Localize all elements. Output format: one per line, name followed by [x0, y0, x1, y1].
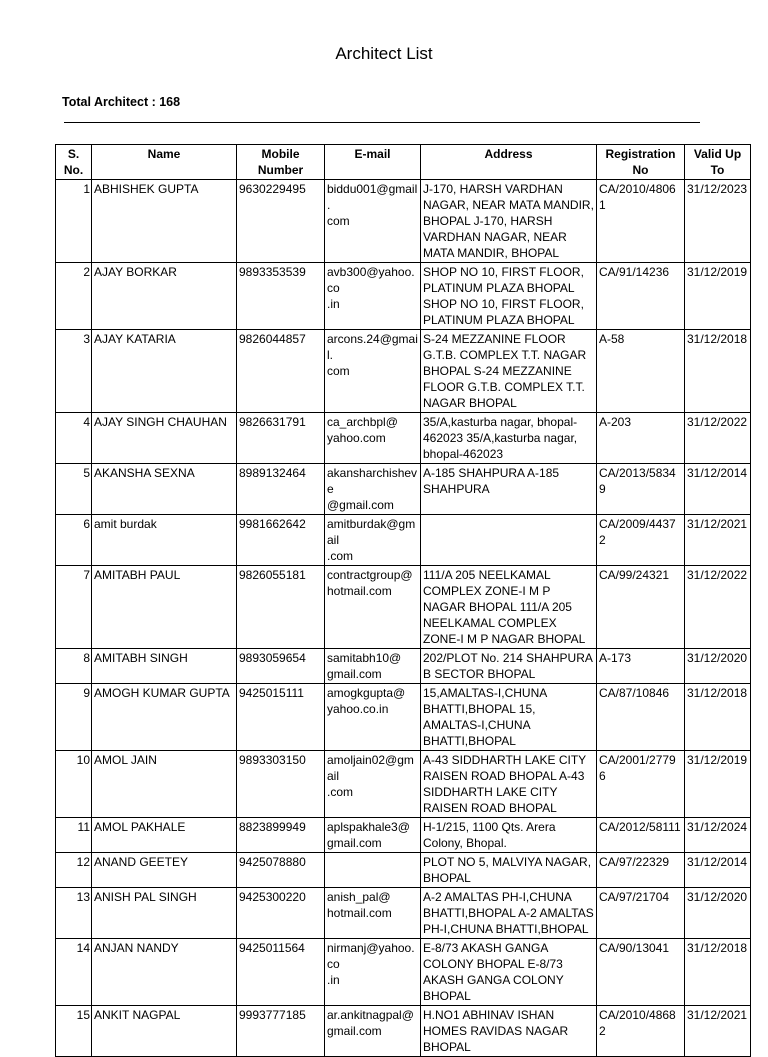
cell-address: J-170, HARSH VARDHAN NAGAR, NEAR MATA MANDIR, BHOPAL J-170, HARSH VARDHAN NAGAR, NEAR MATA MANDIR, BHOPAL — [421, 180, 597, 263]
cell-email: amoljain02@gmail .com — [325, 751, 421, 818]
cell-sno: 3 — [56, 330, 92, 413]
cell-name: AMITABH SINGH — [92, 649, 237, 684]
cell-name: ANKIT NAGPAL — [92, 1006, 237, 1057]
cell-email: ar.ankitnagpal@ gmail.com — [325, 1006, 421, 1057]
cell-sno: 11 — [56, 818, 92, 853]
cell-name: AKANSHA SEXNA — [92, 464, 237, 515]
cell-mobile: 9425300220 — [237, 888, 325, 939]
cell-mobile: 9425011564 — [237, 939, 325, 1006]
cell-registration-no: CA/2010/48061 — [597, 180, 685, 263]
cell-address — [421, 515, 597, 566]
cell-sno: 12 — [56, 853, 92, 888]
cell-valid-up-to: 31/12/2014 — [685, 853, 751, 888]
cell-registration-no: CA/87/10846 — [597, 684, 685, 751]
table-row — [56, 684, 751, 751]
cell-valid-up-to: 31/12/2018 — [685, 330, 751, 413]
cell-address: A-43 SIDDHARTH LAKE CITY RAISEN ROAD BHOPAL A-43 SIDDHARTH LAKE CITY RAISEN ROAD BHOPAL — [421, 751, 597, 818]
cell-registration-no: CA/2009/44372 — [597, 515, 685, 566]
cell-email: amitburdak@gmail .com — [325, 515, 421, 566]
cell-address: E-8/73 AKASH GANGA COLONY BHOPAL E-8/73 AKASH GANGA COLONY BHOPAL — [421, 939, 597, 1006]
column-header-registration: Registration No — [597, 145, 685, 180]
divider-line — [64, 122, 700, 123]
cell-mobile: 8989132464 — [237, 464, 325, 515]
cell-name: AJAY SINGH CHAUHAN — [92, 413, 237, 464]
table-row — [56, 751, 751, 818]
cell-email: akansharchisheve @gmail.com — [325, 464, 421, 515]
cell-mobile: 9893353539 — [237, 263, 325, 330]
table-row — [56, 330, 751, 413]
cell-mobile: 9826044857 — [237, 330, 325, 413]
table-header-row — [56, 145, 751, 180]
table-row — [56, 180, 751, 263]
cell-mobile: 9425078880 — [237, 853, 325, 888]
table-row — [56, 515, 751, 566]
cell-email: samitabh10@ gmail.com — [325, 649, 421, 684]
table-row — [56, 939, 751, 1006]
table-row — [56, 888, 751, 939]
table-row — [56, 853, 751, 888]
table-row — [56, 263, 751, 330]
cell-mobile: 9981662642 — [237, 515, 325, 566]
cell-sno: 13 — [56, 888, 92, 939]
cell-email — [325, 853, 421, 888]
cell-mobile: 9826055181 — [237, 566, 325, 649]
column-header-name: Name — [92, 145, 237, 180]
cell-mobile: 9826631791 — [237, 413, 325, 464]
cell-registration-no: A-203 — [597, 413, 685, 464]
cell-email: biddu001@gmail. com — [325, 180, 421, 263]
cell-address: 202/PLOT No. 214 SHAHPURA B SECTOR BHOPAL — [421, 649, 597, 684]
cell-mobile: 9993777185 — [237, 1006, 325, 1057]
column-header-sno: S. No. — [56, 145, 92, 180]
cell-mobile: 8823899949 — [237, 818, 325, 853]
table-row — [56, 818, 751, 853]
cell-email: ca_archbpl@ yahoo.com — [325, 413, 421, 464]
cell-sno: 15 — [56, 1006, 92, 1057]
table-row — [56, 413, 751, 464]
cell-name: amit burdak — [92, 515, 237, 566]
cell-registration-no: CA/2013/58349 — [597, 464, 685, 515]
cell-registration-no: CA/2001/27796 — [597, 751, 685, 818]
table-row — [56, 649, 751, 684]
table-row — [56, 1006, 751, 1057]
cell-address: A-2 AMALTAS PH-I,CHUNA BHATTI,BHOPAL A-2 AMALTAS PH-I,CHUNA BHATTI,BHOPAL — [421, 888, 597, 939]
cell-address: H-1/215, 1100 Qts. Arera Colony, Bhopal. — [421, 818, 597, 853]
cell-sno: 6 — [56, 515, 92, 566]
cell-sno: 2 — [56, 263, 92, 330]
cell-mobile: 9893059654 — [237, 649, 325, 684]
cell-name: ANJAN NANDY — [92, 939, 237, 1006]
cell-name: ABHISHEK GUPTA — [92, 180, 237, 263]
cell-valid-up-to: 31/12/2018 — [685, 939, 751, 1006]
cell-registration-no: CA/97/22329 — [597, 853, 685, 888]
cell-email: avb300@yahoo.co .in — [325, 263, 421, 330]
cell-name: AJAY BORKAR — [92, 263, 237, 330]
cell-name: AMOL JAIN — [92, 751, 237, 818]
cell-registration-no: CA/99/24321 — [597, 566, 685, 649]
cell-valid-up-to: 31/12/2018 — [685, 684, 751, 751]
cell-name: AJAY KATARIA — [92, 330, 237, 413]
cell-address: S-24 MEZZANINE FLOOR G.T.B. COMPLEX T.T. NAGAR BHOPAL S-24 MEZZANINE FLOOR G.T.B. COMPLEX T.T. NAGAR BHOPAL — [421, 330, 597, 413]
cell-valid-up-to: 31/12/2024 — [685, 818, 751, 853]
cell-email: arcons.24@gmail. com — [325, 330, 421, 413]
cell-valid-up-to: 31/12/2019 — [685, 263, 751, 330]
cell-registration-no: CA/91/14236 — [597, 263, 685, 330]
total-architect-count: Total Architect : 168 — [62, 95, 181, 109]
cell-mobile: 9893303150 — [237, 751, 325, 818]
cell-sno: 8 — [56, 649, 92, 684]
cell-address: 111/A 205 NEELKAMAL COMPLEX ZONE-I M P NAGAR BHOPAL 111/A 205 NEELKAMAL COMPLEX ZONE-I M P NAGAR BHOPAL — [421, 566, 597, 649]
cell-email: contractgroup@ hotmail.com — [325, 566, 421, 649]
cell-sno: 14 — [56, 939, 92, 1006]
cell-valid-up-to: 31/12/2022 — [685, 566, 751, 649]
cell-sno: 1 — [56, 180, 92, 263]
cell-name: AMOL PAKHALE — [92, 818, 237, 853]
cell-email: amogkgupta@ yahoo.co.in — [325, 684, 421, 751]
cell-valid-up-to: 31/12/2020 — [685, 888, 751, 939]
column-header-email: E-mail — [325, 145, 421, 180]
cell-name: AMOGH KUMAR GUPTA — [92, 684, 237, 751]
document-title: Architect List — [335, 44, 433, 63]
cell-address: 35/A,kasturba nagar, bhopal-462023 35/A,kasturba nagar, bhopal-462023 — [421, 413, 597, 464]
cell-address: SHOP NO 10, FIRST FLOOR, PLATINUM PLAZA BHOPAL SHOP NO 10, FIRST FLOOR, PLATINUM PLAZA BHOPAL — [421, 263, 597, 330]
cell-mobile: 9425015111 — [237, 684, 325, 751]
cell-sno: 4 — [56, 413, 92, 464]
column-header-valid-up-to: Valid Up To — [685, 145, 751, 180]
cell-registration-no: CA/97/21704 — [597, 888, 685, 939]
cell-address: A-185 SHAHPURA A-185 SHAHPURA — [421, 464, 597, 515]
cell-address: H.NO1 ABHINAV ISHAN HOMES RAVIDAS NAGAR BHOPAL — [421, 1006, 597, 1057]
cell-valid-up-to: 31/12/2014 — [685, 464, 751, 515]
column-header-mobile: Mobile Number — [237, 145, 325, 180]
cell-name: ANAND GEETEY — [92, 853, 237, 888]
cell-address: PLOT NO 5, MALVIYA NAGAR, BHOPAL — [421, 853, 597, 888]
cell-valid-up-to: 31/12/2023 — [685, 180, 751, 263]
cell-valid-up-to: 31/12/2022 — [685, 413, 751, 464]
cell-valid-up-to: 31/12/2021 — [685, 1006, 751, 1057]
cell-registration-no: CA/2010/48682 — [597, 1006, 685, 1057]
architect-table — [55, 144, 751, 1057]
table-row — [56, 464, 751, 515]
cell-mobile: 9630229495 — [237, 180, 325, 263]
cell-valid-up-to: 31/12/2021 — [685, 515, 751, 566]
cell-registration-no: A-58 — [597, 330, 685, 413]
cell-valid-up-to: 31/12/2020 — [685, 649, 751, 684]
cell-email: nirmanj@yahoo.co .in — [325, 939, 421, 1006]
cell-registration-no: A-173 — [597, 649, 685, 684]
cell-address: 15,AMALTAS-I,CHUNA BHATTI,BHOPAL 15, AMALTAS-I,CHUNA BHATTI,BHOPAL — [421, 684, 597, 751]
cell-name: AMITABH PAUL — [92, 566, 237, 649]
cell-registration-no: CA/2012/58111 — [597, 818, 685, 853]
cell-sno: 9 — [56, 684, 92, 751]
cell-registration-no: CA/90/13041 — [597, 939, 685, 1006]
table-row — [56, 566, 751, 649]
cell-email: anish_pal@ hotmail.com — [325, 888, 421, 939]
cell-sno: 5 — [56, 464, 92, 515]
column-header-address: Address — [421, 145, 597, 180]
cell-valid-up-to: 31/12/2019 — [685, 751, 751, 818]
cell-sno: 10 — [56, 751, 92, 818]
cell-name: ANISH PAL SINGH — [92, 888, 237, 939]
cell-sno: 7 — [56, 566, 92, 649]
cell-email: aplspakhale3@ gmail.com — [325, 818, 421, 853]
